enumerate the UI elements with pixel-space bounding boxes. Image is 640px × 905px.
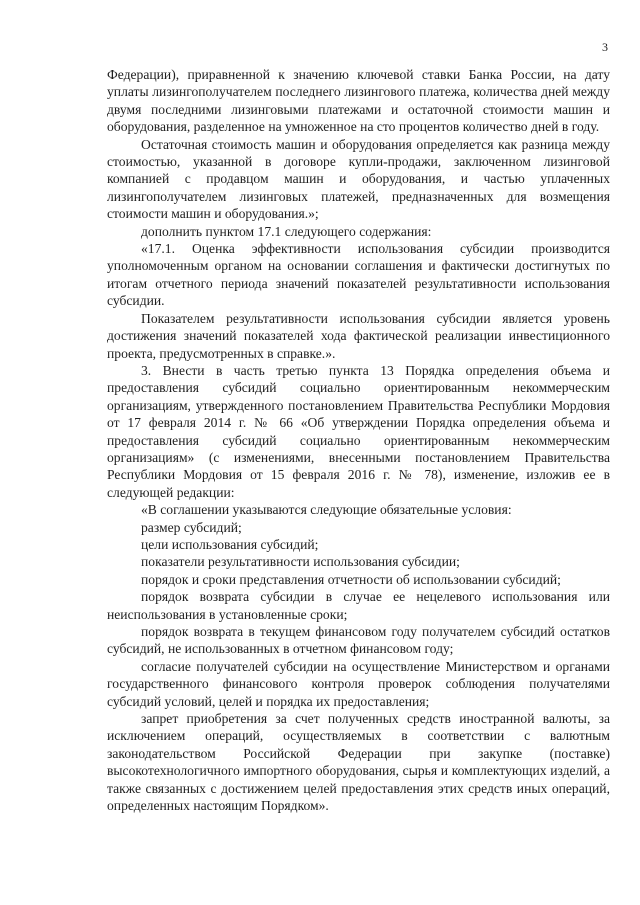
page-number: 3 bbox=[602, 40, 608, 54]
document-body bbox=[107, 66, 610, 814]
list-item: согласие получателей субсидии на осуществление Министерством и органами государственного финансового контроля проверок соблюдения получателями субсидий условий, целей и порядка их предоставления; bbox=[107, 658, 610, 709]
list-item: запрет приобретения за счет полученных средств иностранной валюты, за исключением операций, осуществляемых в соответствии с валютным законодательством Российской Федерации при закупке (поставке) высокотехнологичного импортного оборудования, сырья и комплектующих изделий, а также связанных с достижением целей предоставления этих средств иных операций, определенных настоящим Порядком». bbox=[107, 711, 610, 814]
paragraph: 3. Внести в часть третью пункта 13 Порядка определения объема и предоставления субсидий социально ориентированным некоммерческим организациям, утвержденного постановлением Правительства Республики Мордовия от 17 февраля 2014 г. № 66 «Об утверждении Порядка определения объема и предоставления субсидий социально ориентированным некоммерческим организациям» (с изменениями, внесенными постановлением Правительства Республики Мордовия от 15 февраля 2016 г. № 78), изменение, изложив ее в следующей редакции: bbox=[107, 362, 610, 500]
list-item: показатели результативности использования субсидии; bbox=[141, 554, 460, 570]
list-item: порядок возврата субсидии в случае ее нецелевого использования или неиспользования в установленные сроки; bbox=[107, 589, 610, 622]
paragraph: Показателем результативности использования субсидии является уровень достижения значений показателей хода фактической реализации инвестиционного проекта, предусмотренных в справке.». bbox=[107, 310, 610, 361]
list-item: порядок и сроки представления отчетности об использовании субсидий; bbox=[141, 571, 561, 587]
list-item: порядок возврата в текущем финансовом году получателем субсидий остатков субсидий, не использованных в отчетном финансовом году; bbox=[107, 624, 610, 657]
paragraph: дополнить пунктом 17.1 следующего содержания: bbox=[141, 223, 432, 239]
paragraph: Остаточная стоимость машин и оборудования определяется как разница между стоимостью, указанной в договоре купли-продажи, заключенном лизинговой компанией с продавцом машин и оборудования, и частью уплаченных лизингополучателем лизинговых платежей, предназначенных для возмещения стоимости машин и оборудования.»; bbox=[107, 136, 610, 222]
paragraph: Федерации), приравненной к значению ключевой ставки Банка России, на дату уплаты лизингополучателем последнего лизингового платежа, количества дней между двумя последними лизинговыми платежами и остаточной стоимости машин и оборудования, разделенное на умноженное на сто процентов количество дней в году. bbox=[107, 67, 610, 135]
list-item: цели использования субсидий; bbox=[141, 536, 319, 552]
paragraph: «17.1. Оценка эффективности использования субсидии производится уполномоченным органом на основании соглашения и фактически достигнутых по итогам отчетного периода значений показателей результативности использования субсидии. bbox=[107, 241, 610, 309]
list-item: размер субсидий; bbox=[141, 519, 242, 535]
paragraph: «В соглашении указываются следующие обязательные условия: bbox=[141, 502, 512, 518]
